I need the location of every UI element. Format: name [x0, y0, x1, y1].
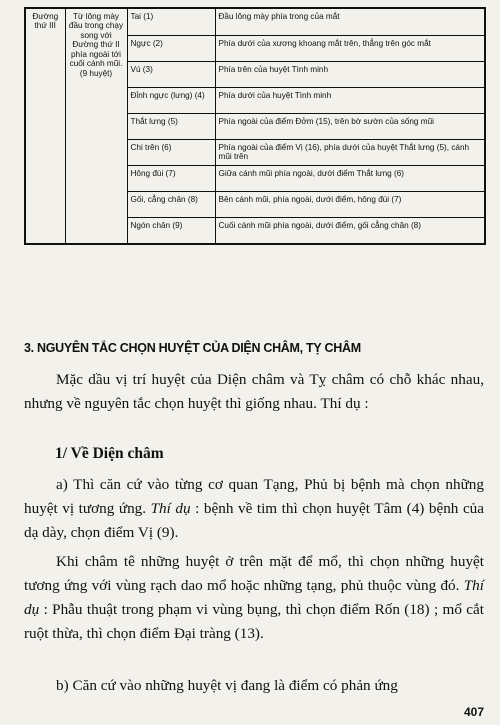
point-location: Giữa cánh mũi phía ngoài, dưới điểm Thắt lưng (6) — [215, 166, 485, 192]
paragraph-c: b) Căn cứ vào những huyệt vị đang là điểm có phản ứng — [56, 677, 398, 694]
paragraph-b — [24, 550, 484, 646]
paragraph-a-text: a) Thì căn cứ vào từng cơ quan Tạng, Phủ bị bệnh mà chọn những huyệt vị tương ứng. — [24, 476, 484, 517]
paragraph-a-example: : bệnh về tim thì chọn huyệt Tâm (4) bệnh của dạ dày, chọn điểm Vị (9). — [24, 500, 485, 541]
point-name: Hông đùi (7) — [127, 166, 215, 192]
subheading: 1/ Về Diện châm — [55, 445, 164, 462]
example-label: Thí dụ — [150, 500, 191, 517]
section-heading: 3. NGUYÊN TẮC CHỌN HUYỆT CỦA DIỆN CHÂM, TỴ CHÂM — [24, 341, 361, 355]
paragraph-a — [24, 473, 484, 545]
point-location: Cuối cánh mũi phía ngoài, dưới điểm, gối cẳng chân (8) — [215, 218, 485, 245]
point-location: Phía dưới của xương khoang mắt trên, thẳng trên góc mắt — [215, 36, 485, 62]
point-location: Phía ngoài của điểm Vị (16), phía dưới của huyệt Thắt lưng (5), cánh mũi trên — [215, 140, 485, 166]
meridian-name: Đường thứ III — [25, 8, 65, 244]
acupoint-table — [24, 7, 486, 245]
example-label: Thí dụ — [24, 577, 484, 618]
point-name: Đỉnh ngực (lưng) (4) — [127, 88, 215, 114]
point-name: Chi trên (6) — [127, 140, 215, 166]
point-name: Ngón chân (9) — [127, 218, 215, 245]
point-name: Tai (1) — [127, 8, 215, 36]
page-number: 407 — [463, 705, 484, 719]
point-name: Thắt lưng (5) — [127, 114, 215, 140]
table-row — [25, 8, 485, 36]
point-location: Phía trên của huyệt Tình minh — [215, 62, 485, 88]
acupoint-table-wrap — [24, 7, 484, 245]
meridian-route-description: Từ lông mày đầu trong chạy song với Đường thứ II phía ngoài tới cuối cánh mũi. (9 huyệt) — [65, 8, 127, 244]
point-location: Phía dưới của huyệt Tình minh — [215, 88, 485, 114]
point-name: Vú (3) — [127, 62, 215, 88]
point-location: Đầu lông mày phía trong của mắt — [215, 8, 485, 36]
point-location: Bên cánh mũi, phía ngoài, dưới điểm, hông đùi (7) — [215, 192, 485, 218]
point-location: Phía ngoài của điểm Đởm (15), trên bờ sườn của sống mũi — [215, 114, 485, 140]
point-name: Ngực (2) — [127, 36, 215, 62]
paragraph-b-example: : Phẫu thuật trong phạm vi vùng bụng, thì chọn điểm Rốn (18) ; mổ cắt ruột thừa, thì chọn điểm Đại tràng (13). — [24, 601, 485, 642]
point-name: Gối, cẳng chân (8) — [127, 192, 215, 218]
intro-paragraph: Mặc dầu vị trí huyệt của Diện châm và Tỵ châm có chỗ khác nhau, nhưng về nguyên tắc chọn huyệt thì giống nhau. Thí dụ : — [24, 371, 484, 412]
paragraph-b-text: Khi châm tê những huyệt ở trên mặt để mổ, thì chọn những huyệt tương ứng với vùng rạch dao mổ hoặc những tạng, phủ thuộc vùng đó. — [24, 553, 484, 594]
